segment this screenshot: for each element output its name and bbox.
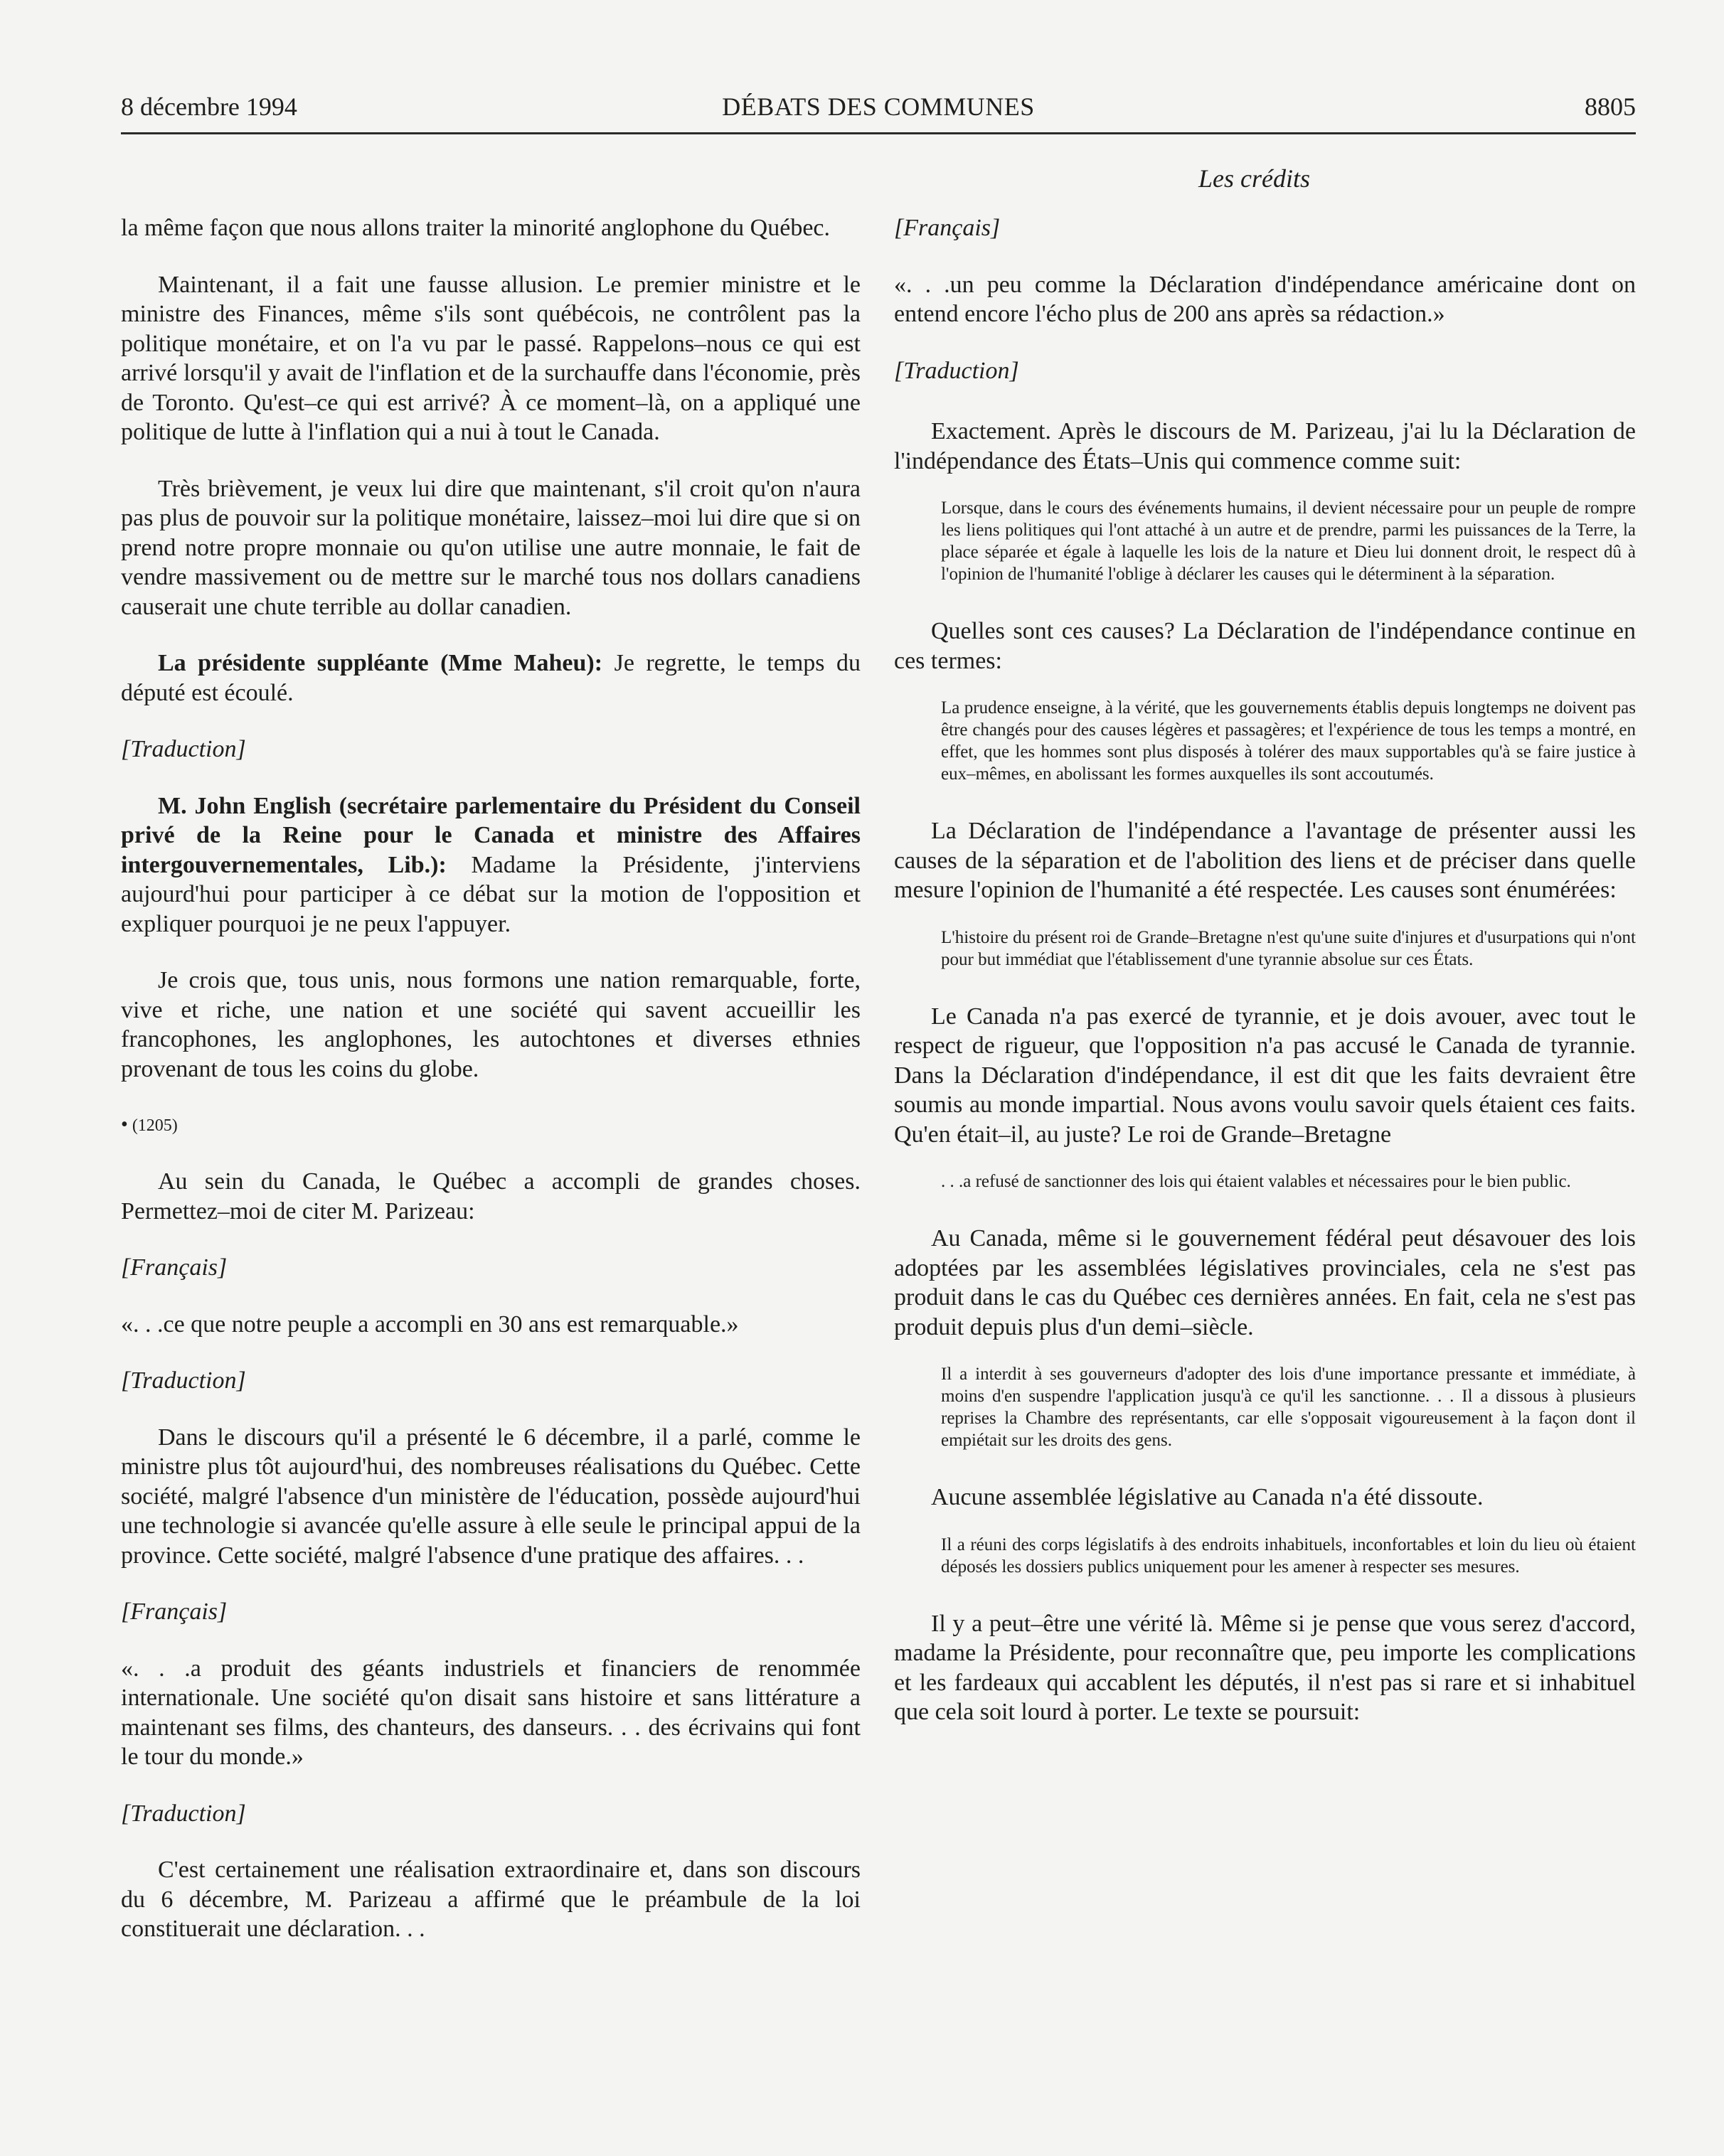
block-quote: Lorsque, dans le cours des événements humains, il devient nécessaire pour un peuple de rompre les liens politiques qui l'ont attaché à un autre et de prendre, parmi les puissances de la Terre, la place séparée et égale à laquelle les lois de la nature et Dieu lui donnent droit, le respect dû à l'opinion de l'humanité l'oblige à déclarer les causes qui le déterminent à la séparation. — [941, 498, 1636, 584]
paragraph: Au sein du Canada, le Québec a accompli de grandes choses. Permettez–moi de citer M. Parizeau: — [121, 1168, 861, 1224]
block-quote: Il a réuni des corps législatifs à des endroits inhabituels, inconfortables et loin du lieu où étaient déposés les dossiers publics uniquement pour les amener à respecter ses mesures. — [941, 1535, 1636, 1576]
header-date: 8 décembre 1994 — [121, 92, 297, 121]
language-label: [Traduction] — [894, 357, 1019, 384]
paragraph: C'est certainement une réalisation extraordinaire et, dans son discours du 6 décembre, M. Parizeau a affirmé que le préambule de la loi constituerait une déclaration. . . — [121, 1857, 861, 1942]
paragraph: «. . .un peu comme la Déclaration d'indépendance américaine dont on entend encore l'écho plus de 200 ans après sa rédaction.» — [894, 271, 1636, 327]
paragraph: Je crois que, tous unis, nous formons une nation remarquable, forte, vive et riche, une nation et une société qui savent accueillir les francophones, les anglophones, les autochtones et diverses ethnies provenant de tous les coins du globe. — [121, 967, 861, 1082]
speaker-name: M. John English (secrétaire parlementaire du Président du Conseil privé de la Reine pour le Canada et ministre des Affaires intergouvernementales, Lib.): — [121, 792, 861, 878]
paragraph: La Déclaration de l'indépendance a l'avantage de présenter aussi les causes de la séparation et de l'abolition des liens et de préciser dans quelle mesure l'opinion de l'humanité a été respectée. Les causes sont énumérées: — [894, 818, 1636, 903]
paragraph: Exactement. Après le discours de M. Parizeau, j'ai lu la Déclaration de l'indépendance des États–Unis qui commence comme suit: — [894, 418, 1636, 474]
language-label: [Traduction] — [121, 1800, 246, 1827]
bullet-icon: • — [121, 1114, 128, 1136]
language-label: [Français] — [894, 215, 1001, 241]
page-header — [121, 87, 1636, 134]
left-column — [121, 213, 861, 1944]
block-quote: La prudence enseigne, à la vérité, que les gouvernements établis depuis longtemps ne doivent pas être changés pour des causes légères et passagères; et l'expérience de tous les temps a montré, en effet, que les hommes sont plus disposés à tolérer des maux supportables qu'à se faire justice à eux–mêmes, en abolissant les formes auxquelles ils sont accoutumés. — [941, 698, 1636, 784]
language-label: [Traduction] — [121, 1367, 246, 1394]
block-quote: L'histoire du présent roi de Grande–Bretagne n'est qu'une suite d'injures et d'usurpations qui n'ont pour but immédiat que l'établissement d'une tyrannie absolue sur ces États. — [941, 927, 1636, 969]
paragraph: Quelles sont ces causes? La Déclaration de l'indépendance continue en ces termes: — [894, 618, 1636, 674]
language-label: [Traduction] — [121, 736, 246, 762]
header-page-number: 8805 — [1585, 92, 1636, 121]
paragraph: Très brièvement, je veux lui dire que maintenant, s'il croit qu'on n'aura pas plus de pouvoir sur la politique monétaire, laissez–moi lui dire que si on prend notre propre monnaie ou qu'on utilise une autre monnaie, le fait de vendre massivement ou de mettre sur le marché tous nos dollars canadiens causerait une chute terrible au dollar canadien. — [121, 475, 861, 620]
paragraph — [121, 791, 861, 939]
block-quote: Il a interdit à ses gouverneurs d'adopter des lois d'une importance pressante et immédiate, à moins d'en suspendre l'application jusqu'à ce qu'il les sanctionne. . . Il a dissous à plusieurs reprises la Chambre des représentants, car elle s'opposait vigoureusement à la façon dont il empiétait sur les droits des gens. — [941, 1365, 1636, 1450]
paragraph: Dans le discours qu'il a présenté le 6 décembre, il a parlé, comme le ministre plus tôt aujourd'hui, des nombreuses réalisations du Québec. Cette société, malgré l'absence d'un ministère de l'éducation, possède aujourd'hui une technologie si avancée qu'elle assure à elle seule le principal appui de la province. Cette société, malgré l'absence d'une pratique des affaires. . . — [121, 1424, 861, 1569]
block-quote: . . .a refusé de sanctionner des lois qui étaient valables et nécessaires pour le bien public. — [941, 1172, 1571, 1191]
paragraph: Aucune assemblée législative au Canada n'a été dissoute. — [931, 1484, 1484, 1510]
paragraph — [121, 649, 861, 708]
header-title: DÉBATS DES COMMUNES — [722, 92, 1035, 121]
paragraph: Au Canada, même si le gouvernement fédéral peut désavouer des lois adoptées par les assemblées législatives provinciales, cela ne s'est pas produit dans le cas du Québec ces dernières années. En fait, cela ne s'est pas produit depuis plus d'un demi–siècle. — [894, 1225, 1636, 1340]
time-stamp: (1205) — [132, 1116, 178, 1135]
speech-text: Je regrette, le temps du député est écoulé. — [121, 650, 861, 706]
paragraph: Maintenant, il a fait une fausse allusion. Le premier ministre et le ministre des Finances, même s'ils sont québécois, ne contrôlent pas la politique monétaire, et on l'a vu par le passé. Rappelons–nous ce qui est arrivé lorsqu'il y avait de l'inflation et de la surchauffe dans l'économie, près de Toronto. Qu'est–ce qui est arrivé? À ce moment–là, on a appliqué une politique de lutte à l'inflation qui a nui à tout le Canada. — [121, 271, 861, 445]
right-column — [894, 213, 1636, 1727]
paragraph: Il y a peut–être une vérité là. Même si je pense que vous serez d'accord, madame la Présidente, pour reconnaître que, peu importe les complications et les fardeaux qui accablent les députés, il n'est pas si rare et si inhabituel que cela soit lourd à porter. Le texte se poursuit: — [894, 1610, 1636, 1725]
paragraph: «. . .a produit des géants industriels et financiers de renommée internationale. Une société qu'on disait sans histoire et sans littérature a maintenant ses films, des chanteurs, des danseurs. . . des écrivains qui font le tour du monde.» — [121, 1655, 861, 1770]
speech-text: Madame la Présidente, j'interviens aujourd'hui pour participer à ce débat sur la motion de l'opposition et expliquer pourquoi je ne peux l'appuyer. — [121, 851, 861, 937]
section-label: Les crédits — [1198, 164, 1310, 193]
language-label: [Français] — [121, 1599, 228, 1625]
paragraph: Le Canada n'a pas exercé de tyrannie, et je dois avouer, avec tout le respect de rigueur, que l'opposition n'a pas accusé le Canada de tyrannie. Dans la Déclaration d'indépendance, il est dit que les faits devraient être soumis au monde impartial. Nous avons voulu savoir quels étaient ces faits. Qu'en était–il, au juste? Le roi de Grande–Bretagne — [894, 1003, 1636, 1148]
speaker-name: La présidente suppléante (Mme Maheu): — [158, 650, 603, 676]
paragraph: «. . .ce que notre peuple a accompli en 30 ans est remarquable.» — [121, 1311, 739, 1338]
time-marker — [121, 1111, 861, 1140]
paragraph: la même façon que nous allons traiter la minorité anglophone du Québec. — [121, 215, 831, 241]
language-label: [Français] — [121, 1254, 228, 1281]
